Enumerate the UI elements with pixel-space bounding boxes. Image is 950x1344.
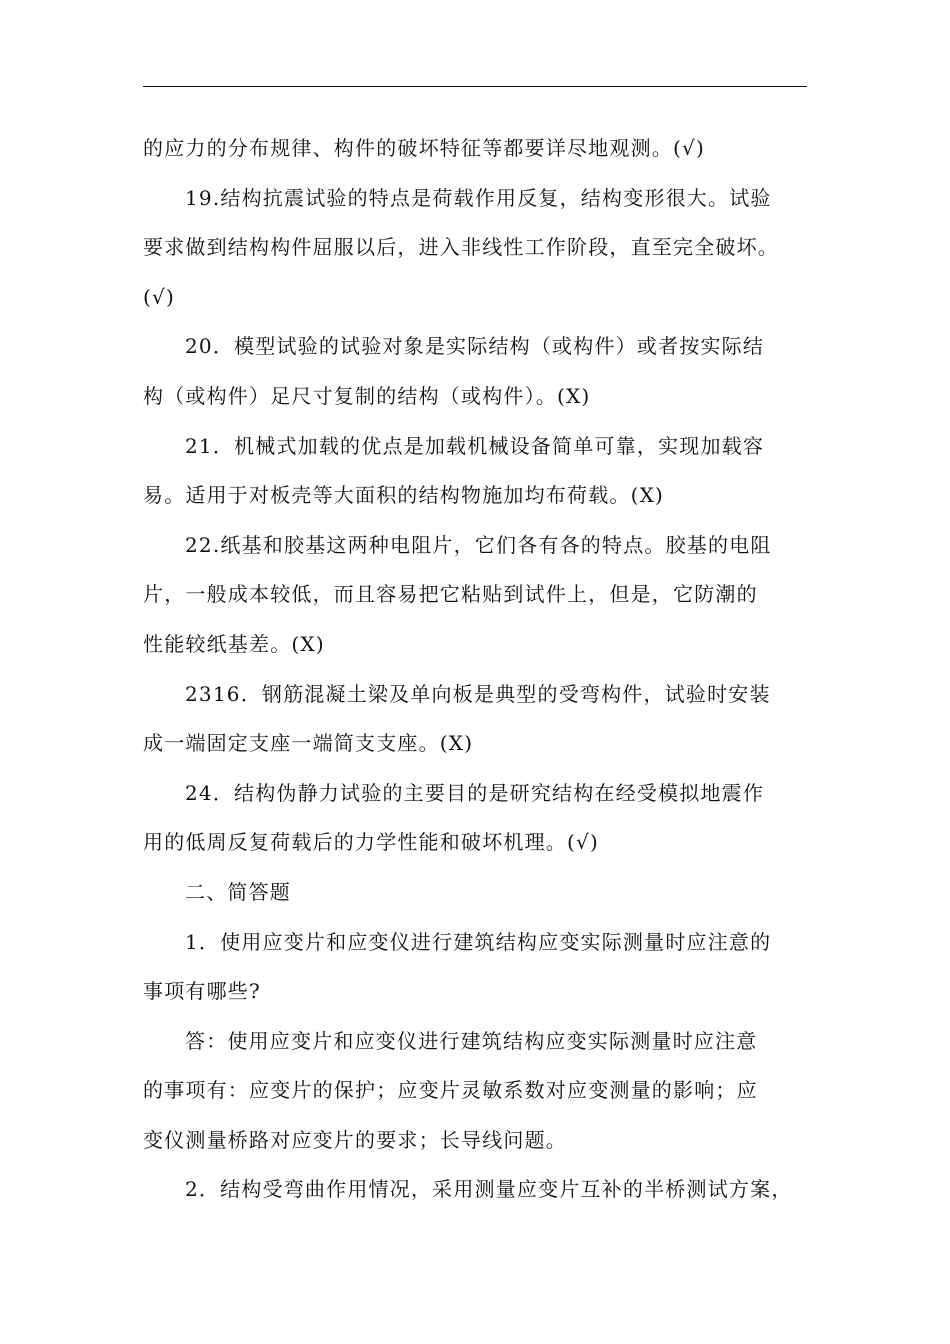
- text-line: 性能较纸基差。(X): [143, 631, 325, 656]
- text-line: 答：使用应变片和应变仪进行建筑结构应变实际测量时应注意: [185, 1028, 758, 1053]
- text-line: 20．模型试验的试验对象是实际结构（或构件）或者按实际结: [185, 334, 765, 359]
- text-line: 事项有哪些?: [143, 979, 261, 1004]
- text-line: 22.纸基和胶基这两种电阻片，它们各有各的特点。胶基的电阻: [185, 532, 772, 557]
- text-line: 的应力的分布规律、构件的破坏特征等都要详尽地观测。(√): [143, 136, 705, 160]
- text-line: 2316．钢筋混凝土梁及单向板是典型的受弯构件，试验时安装: [185, 681, 771, 706]
- header-rule: [143, 86, 807, 87]
- section-heading: 二、简答题: [185, 879, 291, 904]
- document-body: [143, 124, 809, 1215]
- text-line: 21．机械式加载的优点是加载机械设备简单可靠，实现加载容: [185, 433, 765, 458]
- text-line: (√): [143, 284, 175, 309]
- text-line: 片，一般成本较低，而且容易把它粘贴到试件上，但是，它防潮的: [143, 582, 758, 607]
- text-line: 用的低周反复荷载后的力学性能和破坏机理。(√): [143, 830, 599, 855]
- text-line: 19.结构抗震试验的特点是荷载作用反复，结构变形很大。试验: [185, 185, 772, 210]
- text-line: 要求做到结构构件屈服以后，进入非线性工作阶段，直至完全破坏。: [143, 235, 779, 260]
- text-line: 1．使用应变片和应变仪进行建筑结构应变实际测量时应注意的: [185, 929, 772, 954]
- text-line: 成一端固定支座一端简支支座。(X): [143, 731, 474, 756]
- text-line: 的事项有：应变片的保护；应变片灵敏系数对应变测量的影响；应: [143, 1078, 758, 1103]
- text-line: 24．结构伪静力试验的主要目的是研究结构在经受模拟地震作: [185, 780, 765, 805]
- text-line: 变仪测量桥路对应变片的要求；长导线问题。: [143, 1127, 567, 1152]
- text-line: 构（或构件）足尺寸复制的结构（或构件）。(X): [143, 383, 591, 408]
- text-line: 2．结构受弯曲作用情况，采用测量应变片互补的半桥测试方案，: [185, 1177, 793, 1202]
- text-line: 易。适用于对板壳等大面积的结构物施加均布荷载。(X): [143, 483, 665, 508]
